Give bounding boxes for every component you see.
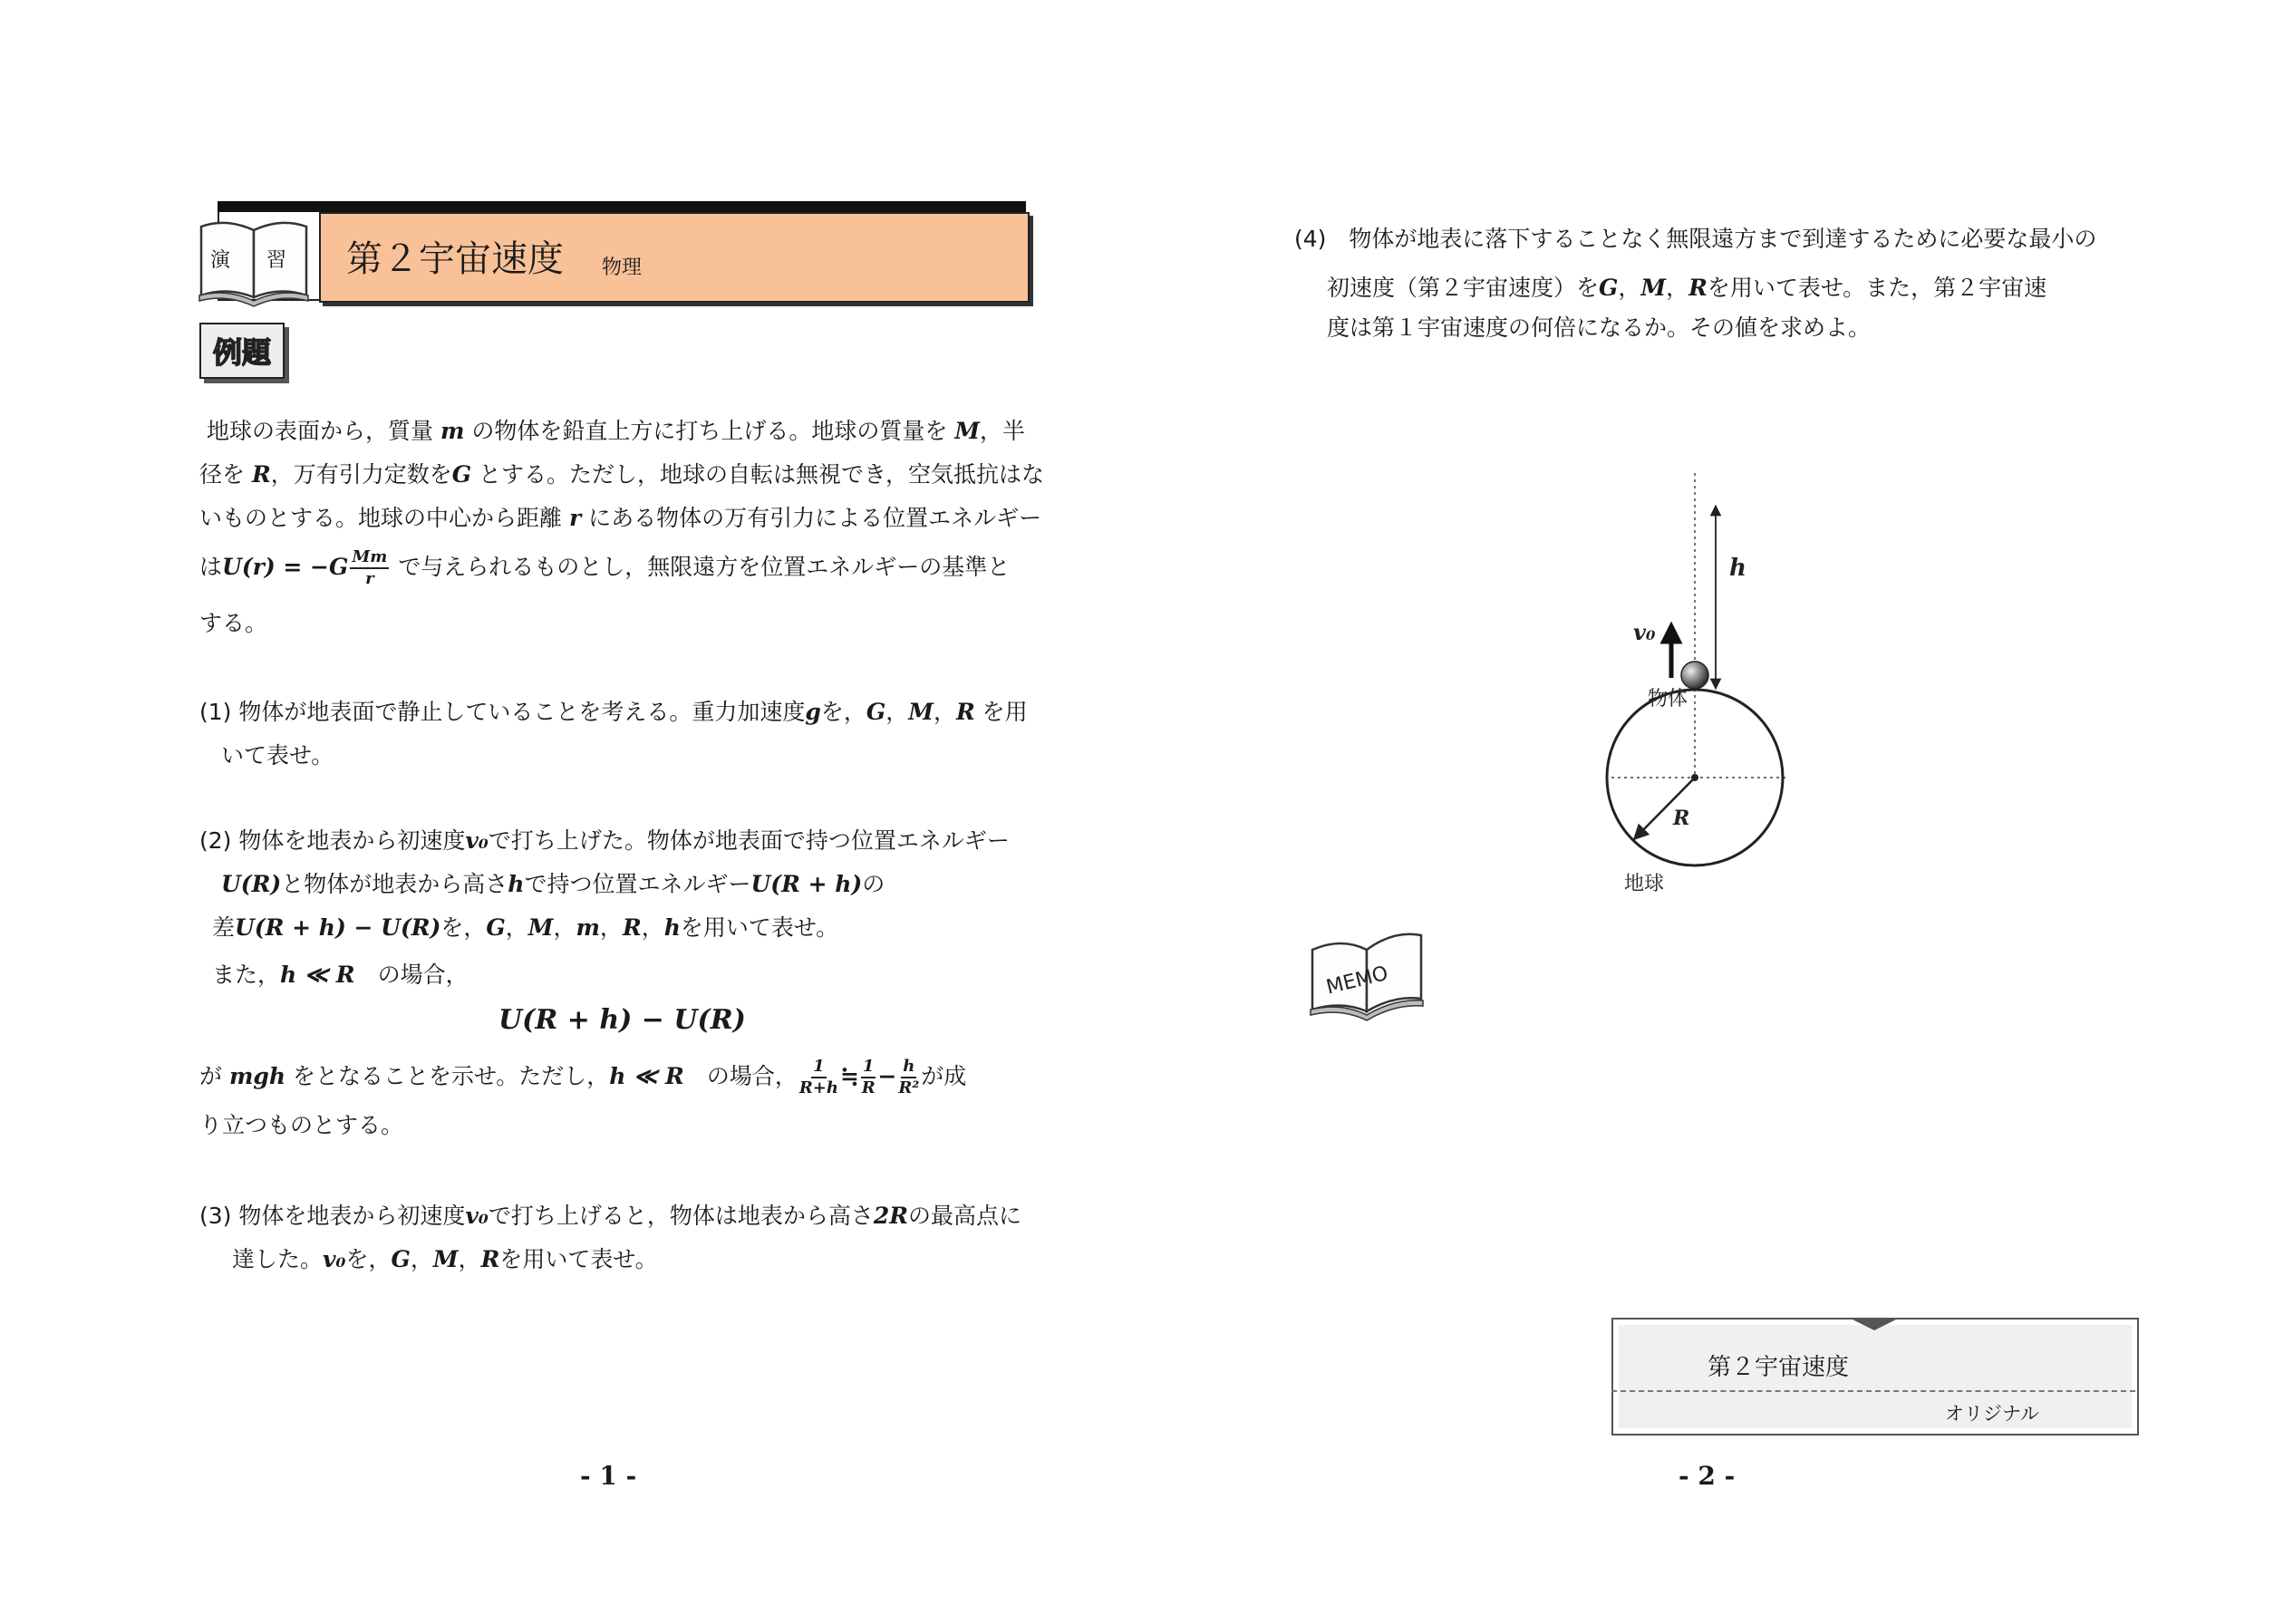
info-card	[1611, 1318, 2139, 1436]
open-book-icon	[190, 210, 317, 310]
intro-line-1: 地球の表面から，質量 m の物体を鉛直上方に打ち上げる。地球の質量を M，半	[207, 418, 1026, 444]
example-label: 例題	[212, 335, 271, 370]
q3-line-2: 達した。v₀を，G，M，Rを用いて表せ。	[232, 1246, 658, 1272]
memo-label: MEMO	[1323, 962, 1391, 1000]
card-title: 第２宇宙速度	[1708, 1354, 1850, 1381]
q4-line-3: 度は第１宇宙速度の何倍になるか。その値を求めよ。	[1327, 314, 1872, 341]
card-source: オリジナル	[1945, 1403, 2039, 1425]
q2-line-7: り立つものとする。	[199, 1112, 404, 1138]
q1-line-1: (1) 物体が地表面で静止していることを考える。重力加速度gを，G，M，R を用	[199, 699, 1028, 725]
q4-line-1: (4) 物体が地表に落下することなく無限遠方まで到達するために必要な最小の	[1294, 226, 2097, 252]
fraction-Mm-over-r: $\frac{Mm}{r}$	[352, 547, 388, 588]
intro-line-2: 径を R，万有引力定数をG とする。ただし，地球の自転は無視でき，空気抵抗はな	[199, 461, 1045, 488]
intro-line-3: いものとする。地球の中心から距離 r にある物体の万有引力による位置エネルギー	[199, 505, 1042, 531]
subject-label: 物理	[602, 256, 643, 279]
badge-char-2: 習	[266, 249, 287, 272]
object-label: 物体	[1648, 688, 1688, 710]
fraction-1-over-R-plus-h: $\frac{1}{R+h}$	[798, 1057, 838, 1097]
memo-book-icon	[1305, 923, 1427, 1022]
example-badge	[199, 323, 285, 379]
badge-char-1: 演	[210, 249, 231, 272]
fraction-h-over-R2: $\frac{h}{\text{R²}}$	[898, 1057, 920, 1097]
object-ball	[1681, 662, 1708, 689]
card-notch	[1849, 1318, 1900, 1330]
earth-figure	[1595, 462, 1831, 915]
height-label: h	[1729, 555, 1746, 582]
q2-line-5-equation: U(R + h) − U(R)	[498, 1004, 746, 1036]
page-title: 第２宇宙速度	[346, 238, 564, 280]
q4-line-2: 初速度（第２宇宙速度）をG，M，Rを用いて表せ。また，第２宇宙速	[1327, 275, 2047, 301]
earth-label: 地球	[1624, 873, 1665, 895]
intro-line-5: する。	[199, 610, 268, 636]
q2-line-6: が mgh をとなることを示せ。ただし，h ≪ R の場合， $\frac{1}{R+h}$ ≒ $\frac{1}{R}$ − $\frac{h}{\text{R²}}$ が成	[199, 1057, 967, 1097]
intro-line-4: はU(r) = −G $\frac{Mm}{r}$ で与えられるものとし，無限遠方を位置エネルギーの基準と	[199, 547, 1011, 588]
q1-line-2: いて表せ。	[221, 742, 334, 768]
q3-line-1: (3) 物体を地表から初速度v₀で打ち上げると，物体は地表から高さ2Rの最高点に	[199, 1203, 1022, 1229]
card-divider	[1611, 1390, 2135, 1392]
q2-line-4: また，h ≪ R の場合，	[212, 962, 469, 988]
page-number-2: - 2 -	[1679, 1461, 1736, 1491]
q2-line-2: U(R)と物体が地表から高さhで持つ位置エネルギーU(R + h)の	[221, 871, 885, 897]
fraction-1-over-R: $\frac{1}{R}$	[861, 1057, 876, 1097]
page-number-1: - 1 -	[580, 1461, 637, 1491]
q2-line-1: (2) 物体を地表から初速度v₀で打ち上げた。物体が地表面で持つ位置エネルギー	[199, 827, 1010, 854]
radius-label: R	[1673, 807, 1690, 830]
header-top-bar	[218, 201, 1026, 212]
q2-line-3: 差U(R + h) − U(R)を，G，M，m，R，hを用いて表せ。	[212, 914, 839, 941]
velocity-label: v₀	[1633, 619, 1656, 645]
